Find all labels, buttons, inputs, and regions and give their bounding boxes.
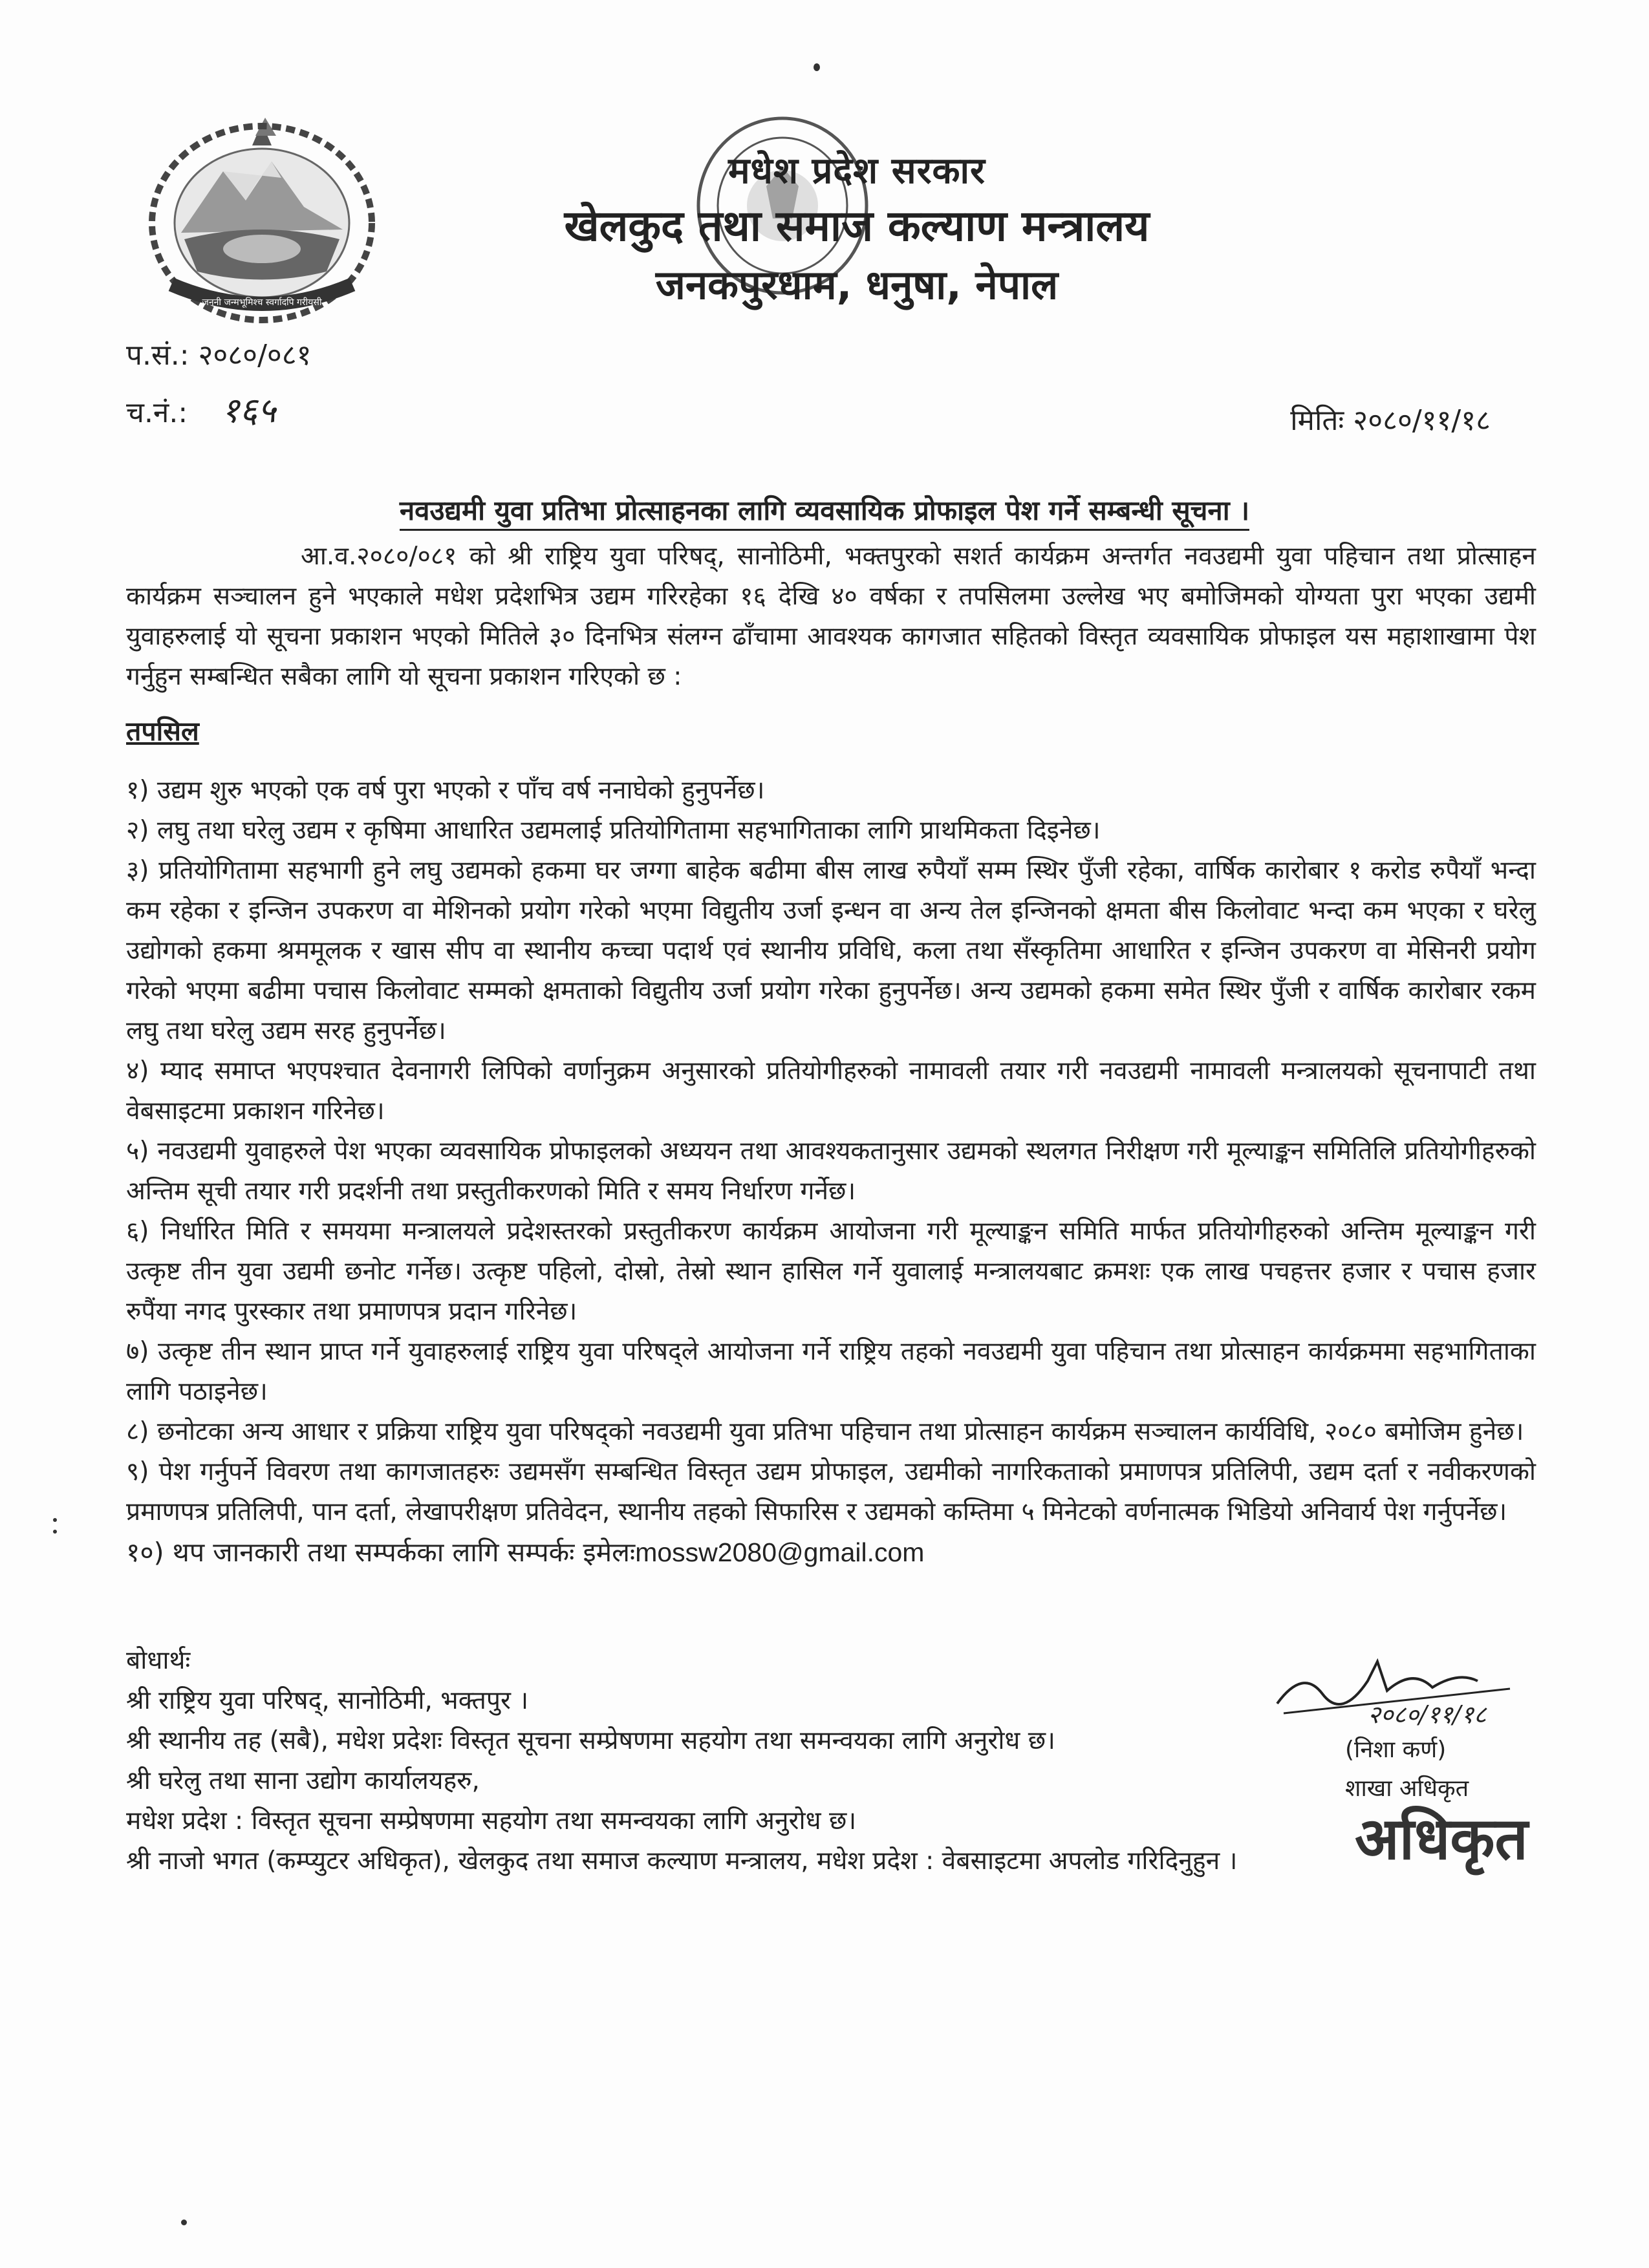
chalani-number — [126, 391, 275, 433]
scan-speck — [181, 2220, 187, 2225]
scan-speck — [53, 1530, 57, 1534]
government-name: मधेश प्रदेश सरकार — [728, 150, 986, 192]
bodhartha-line: मधेश प्रदेश : विस्तृत सूचना सम्प्रेषणमा सहयोग तथा समन्वयका लागि अनुरोध छ। — [126, 1806, 857, 1835]
condition-item-5: ५) नवउद्यमी युवाहरुले पेश भएका व्यवसायिक प्रोफाइलको अध्ययन तथा आवश्यकतानुसार उद्यमको स्थलगत निरीक्षण गरी मूल्याङ्कन समितिलि प्रतियोगीहरुको अन्तिम सूची तयार गरी प्रदर्शनी तथा प्रस्तुतीकरणको मिति र समय निर्धारण गर्नेछ। — [126, 1137, 1536, 1206]
bodhartha-line: श्री नाजो भगत (कम्प्युटर अधिकृत), खेलकुद तथा समाज कल्याण मन्त्रालय, मधेश प्रदेश : वेबसाइटमा अपलोड गरिदिनुहुन । — [126, 1846, 1238, 1876]
scan-speck — [814, 63, 820, 71]
chalani-label: च.नं.: — [126, 396, 188, 429]
tapasil-heading: तपसिल — [126, 716, 199, 747]
contact-label: १०) थप जानकारी तथा सम्पर्कका लागि सम्पर्कः इमेलः — [126, 1537, 636, 1568]
letterhead — [453, 145, 1261, 315]
emblem-motto: जननी जन्मभूमिश्च स्वर्गादपि गरीयसी — [202, 297, 322, 308]
patra-sankhya-label: प.सं.: — [126, 339, 189, 372]
patra-sankhya — [126, 336, 312, 375]
contact-line — [126, 1532, 1536, 1572]
condition-item-8: ८) छनोटका अन्य आधार र प्रक्रिया राष्ट्रिय युवा परिषद्को नवउद्यमी युवा प्रतिभा पहिचान तथा प्रोत्साहन कार्यक्रम सञ्चालन कार्यविधि, २०८० बमोजिम हुनेछ। — [126, 1417, 1524, 1446]
bodhartha-line: श्री स्थानीय तह (सबै), मधेश प्रदेशः विस्तृत सूचना सम्प्रेषणमा सहयोग तथा समन्वयका लागि अनुरोध छ। — [126, 1726, 1055, 1755]
condition-item-1: १) उद्यम शुरु भएको एक वर्ष पुरा भएको र पाँच वर्ष ननाघेको हुनुपर्नेछ। — [126, 776, 765, 805]
nepal-emblem-icon — [133, 110, 391, 330]
bodhartha-section — [126, 1641, 1387, 1881]
ministry-name: खेलकुद तथा समाज कल्याण मन्त्रालय — [564, 201, 1150, 251]
letter-date: मितिः २०८०/११/१८ — [1290, 404, 1491, 437]
patra-sankhya-value: २०८०/०८१ — [198, 339, 312, 372]
notice-subject — [126, 491, 1523, 528]
bodhartha-line: श्री घरेलु तथा साना उद्योग कार्यालयहरु, — [126, 1766, 480, 1795]
condition-item-7: ७) उत्कृष्ट तीन स्थान प्राप्त गर्ने युवाहरुलाई राष्ट्रिय युवा परिषद्ले आयोजना गर्ने राष्ट्रिय तहको नवउद्यमी युवा पहिचान तथा प्रोत्साहन कार्यक्रममा सहभागिताका लागि पठाइनेछ। — [126, 1337, 1536, 1406]
signatory-name: (निशा कर्ण) — [1345, 1737, 1447, 1763]
signatory-post: शाखा अधिकृत — [1345, 1775, 1469, 1802]
chalani-value: १६५ — [221, 390, 276, 431]
signature-block — [1264, 1642, 1536, 1901]
signature-date: २०८०/११/१८ — [1368, 1700, 1487, 1729]
bodhartha-label: बोधार्थः — [126, 1646, 191, 1675]
authorized-seal: अधिकृत — [1355, 1805, 1528, 1873]
signature-icon — [1264, 1642, 1536, 1733]
condition-item-4: ४) म्याद समाप्त भएपश्चात देवनागरी लिपिको वर्णानुक्रम अनुसारको प्रतियोगीहरुको नामावली तयार गरी नवउद्यमी नामावली मन्त्रालयको सूचनापाटी तथा वेबसाइटमा प्रकाशन गरिनेछ। — [126, 1056, 1536, 1126]
bodhartha-line: श्री राष्ट्रिय युवा परिषद्, सानोठिमी, भक्तपुर । — [126, 1686, 529, 1715]
condition-item-9: ९) पेश गर्नुपर्ने विवरण तथा कागजातहरुः उद्यमसँग सम्बन्धित विस्तृत उद्यम प्रोफाइल, उद्यमीको नागरिकताको प्रमाणपत्र प्रतिलिपी, उद्यम दर्ता र नवीकरणको प्रमाणपत्र प्रतिलिपी, पान दर्ता, लेखापरीक्षण प्रतिवेदन, स्थानीय तहको सिफारिस र उद्यमको कम्तिमा ५ मिनेटको वर्णनात्मक भिडियो अनिवार्य पेश गर्नुपर्नेछ। — [126, 1457, 1536, 1526]
condition-item-6: ६) निर्धारित मिति र समयमा मन्त्रालयले प्रदेशस्तरको प्रस्तुतीकरण कार्यक्रम आयोजना गरी मूल्याङ्कन समिति मार्फत प्रतियोगीहरुको अन्तिम मूल्याङ्कन गरी उत्कृष्ट तीन युवा उद्यमी छनोट गर्नेछ। उत्कृष्ट पहिलो, दोस्रो, तेस्रो स्थान हासिल गर्ने युवालाई मन्त्रालयबाट क्रमशः एक लाख पचहत्तर हजार र पचास हजार रुपैंया नगद पुरस्कार तथा प्रमाणपत्र प्रदान गरिनेछ। — [126, 1217, 1536, 1326]
ministry-address: जनकपुरधाम, धनुषा, नेपाल — [655, 261, 1059, 308]
condition-item-2: २) लघु तथा घरेलु उद्यम र कृषिमा आधारित उद्यमलाई प्रतियोगितामा सहभागिताका लागि प्राथमिकता दिइनेछ। — [126, 816, 1101, 845]
condition-item-3: ३) प्रतियोगितामा सहभागी हुने लघु उद्यमको हकमा घर जग्गा बाहेक बढीमा बीस लाख रुपैयाँ सम्म स्थिर पुँजी रहेका, वार्षिक कारोबार १ करोड रुपैयाँ भन्दा कम रहेका र इन्जिन उपकरण वा मेशिनको प्रयोग गरेको भएमा विद्युतीय उर्जा इन्धन वा अन्य तेल इन्जिनको क्षमता बीस किलोवाट भन्दा कम भएका र घरेलु उद्योगको हकमा श्रममूलक र खास सीप वा स्थानीय कच्चा पदार्थ एवं स्थानीय प्रविधि, कला तथा सँस्कृतिमा आधारित र इन्जिन उपकरण वा मेसिनरी प्रयोग गरेको भएमा बढीमा पचास किलोवाट सम्मको क्षमताको विद्युतीय उर्जा प्रयोग गरेका हुनुपर्नेछ। अन्य उद्यमको हकमा समेत स्थिर पुँजी र वार्षिक कारोबार रकम लघु तथा घरेलु उद्यम सरह हुनुपर्नेछ। — [126, 856, 1536, 1045]
contact-email: mossw2080@gmail.com — [635, 1537, 925, 1567]
notice-body — [126, 537, 1536, 1572]
intro-paragraph: आ.व.२०८०/०८१ को श्री राष्ट्रिय युवा परिषद्, सानोठिमी, भक्तपुरको सशर्त कार्यक्रम अन्तर्गत नवउद्यमी युवा पहिचान तथा प्रोत्साहन कार्यक्रम सञ्चालन हुने भएकाले मधेश प्रदेशभित्र उद्यम गरिरहेका १६ देखि ४० वर्षका र तपसिलमा उल्लेख भए बमोजिमको योग्यता पुरा भएका उद्यमी युवाहरुलाई यो सूचना प्रकाशन भएको मितिले ३० दिनभित्र संलग्न ढाँचामा आवश्यक कागजात सहितको विस्तृत व्यवसायिक प्रोफाइल यस महाशाखामा पेश गर्नुहुन सम्बन्धित सबैका लागि यो सूचना प्रकाशन गरिएको छ : — [126, 542, 1536, 691]
notice-subject-text: नवउद्यमी युवा प्रतिभा प्रोत्साहनका लागि व्यवसायिक प्रोफाइल पेश गर्ने सम्बन्धी सूचना । — [400, 495, 1249, 531]
scan-speck — [53, 1518, 57, 1522]
